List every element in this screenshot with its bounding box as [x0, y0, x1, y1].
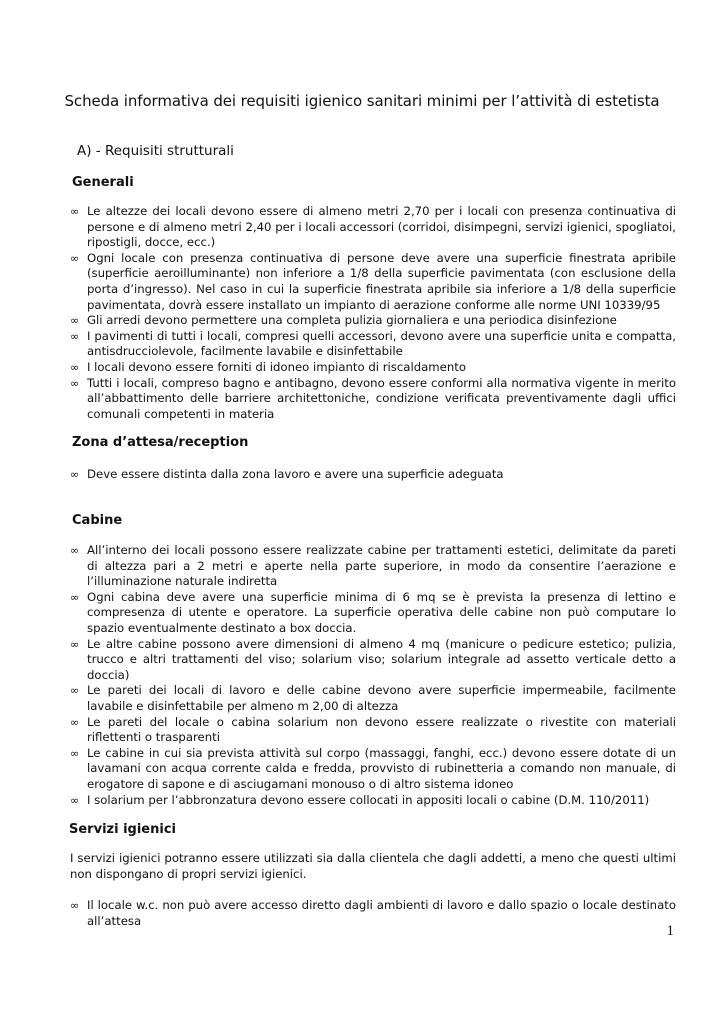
list-item-text: Ogni cabina deve avere una superficie minima di 6 mq se è prevista la presenza di lettino e compresenza di utente e operatore. La superficie operativa delle cabine non può computare lo spazio eventualmente destinato a box doccia. — [87, 589, 676, 635]
list-item — [70, 898, 676, 929]
bullet-icon: ∞ — [70, 684, 80, 698]
bullet-icon: ∞ — [70, 205, 80, 218]
list-item — [70, 313, 676, 329]
list-item — [70, 360, 676, 376]
list-item-text: Le pareti dei locali di lavoro e delle cabine devono avere superficie impermeabile, facilmente lavabile e disinfettabile per almeno m 2,00 di altezza — [87, 683, 676, 713]
bullet-icon: ∞ — [70, 468, 80, 481]
cabine-list — [70, 543, 676, 808]
document-title: Scheda informativa dei requisiti igienico sanitari minimi per l’attività di estetista — [64, 92, 660, 110]
servizi-paragraph: I servizi igienici potranno essere utilizzati sia dalla clientela che dagli addetti, a meno che questi ultimi non dispongano di propri servizi igienici. — [70, 851, 676, 881]
heading-generali: Generali — [72, 175, 134, 190]
bullet-icon: ∞ — [70, 251, 80, 265]
generali-list — [70, 204, 676, 422]
list-item-text: Le cabine in cui sia prevista attività sul corpo (massaggi, fanghi, ecc.) devono essere dotate di un lavamani con acqua corrente calda e fredda, provvisto di rubinetteria a comando non manuale, di erogatore di sapone e di asciugamani monouso o di altro sistema idoneo — [87, 745, 676, 791]
bullet-icon: ∞ — [70, 376, 80, 390]
list-item — [70, 376, 676, 423]
list-item-text: Ogni locale con presenza continuativa di persone deve avere una superficie finestrata apribile (superficie aeroilluminante) non inferiore a 1/8 della superficie pavimentata (con esclusione della porta d’ingresso). Nel caso in cui la superficie finestrata apribile sia inferiore a 1/8 della superficie pavimentata, dovrà essere installato un impianto di aerazione conforme alle norme UNI 10339/95 — [87, 250, 676, 312]
list-item-text: Deve essere distinta dalla zona lavoro e avere una superficie adeguata — [87, 467, 504, 481]
list-item — [70, 746, 676, 793]
bullet-icon: ∞ — [70, 544, 80, 557]
bullet-icon: ∞ — [70, 314, 80, 328]
bullet-icon: ∞ — [70, 715, 80, 729]
list-item — [70, 683, 676, 714]
section-heading-structural: A) - Requisiti strutturali — [77, 143, 234, 159]
heading-servizi: Servizi igienici — [69, 822, 176, 837]
list-item-text: Le altre cabine possono avere dimensioni di almeno 4 mq (manicure o pedicure estetico; pulizia, trucco e altri trattamenti del viso; solarium viso; solarium integrale ad assetto verticale detto a doccia) — [87, 636, 676, 682]
heading-attesa: Zona d’attesa/reception — [72, 435, 249, 450]
list-item-text: Il locale w.c. non può avere accesso diretto dagli ambienti di lavoro e dallo spazio o locale destinato all’attesa — [87, 898, 676, 928]
list-item-text: Le pareti del locale o cabina solarium non devono essere realizzate o rivestite con materiali riflettenti o trasparenti — [87, 714, 676, 745]
page-number: 1 — [666, 923, 674, 939]
list-item-text: Le altezze dei locali devono essere di almeno metri 2,70 per i locali con presenza continuativa di persone e di almeno metri 2,40 per i locali accessori (corridoi, disimpegni, servizi igienici, spogliatoi, ripostigli, docce, ecc.) — [87, 204, 676, 250]
list-item-text: Gli arredi devono permettere una completa pulizia giornaliera e una periodica disinfezione — [87, 313, 617, 328]
list-item — [70, 543, 676, 590]
list-item — [70, 251, 676, 313]
bullet-icon: ∞ — [70, 637, 80, 651]
bullet-icon: ∞ — [70, 590, 80, 604]
list-item — [70, 329, 676, 360]
list-item-text: Tutti i locali, compreso bagno e antibagno, devono essere conformi alla normativa vigente in merito all’abbattimento delle barriere architettoniche, condizione verificata preventivamente dagli uffici comunali competenti in materia — [87, 375, 676, 421]
bullet-icon: ∞ — [70, 899, 80, 912]
list-item-text: All’interno dei locali possono essere realizzate cabine per trattamenti estetici, delimitate da pareti di altezza pari a 2 metri e aperte nella parte superiore, in modo da consentire l’aerazione e l’illuminazione naturale indiretta — [87, 543, 676, 589]
list-item — [70, 637, 676, 684]
list-item — [70, 467, 676, 483]
servizi-list — [70, 898, 676, 929]
bullet-icon: ∞ — [70, 329, 80, 343]
list-item-text: I solarium per l’abbronzatura devono essere collocati in appositi locali o cabine (D.M. 110/2011) — [87, 792, 650, 807]
list-item-text: I pavimenti di tutti i locali, compresi quelli accessori, devono avere una superficie unita e compatta, antisdrucciolevole, facilmente lavabile e disinfettabile — [87, 328, 676, 359]
attesa-list — [70, 467, 676, 483]
bullet-icon: ∞ — [70, 360, 80, 374]
list-item-text: I locali devono essere forniti di idoneo impianto di riscaldamento — [87, 359, 467, 374]
bullet-icon: ∞ — [70, 793, 80, 807]
heading-cabine: Cabine — [72, 513, 123, 528]
list-item — [70, 590, 676, 637]
bullet-icon: ∞ — [70, 746, 80, 760]
list-item — [70, 715, 676, 746]
list-item — [70, 204, 676, 251]
list-item — [70, 793, 676, 809]
